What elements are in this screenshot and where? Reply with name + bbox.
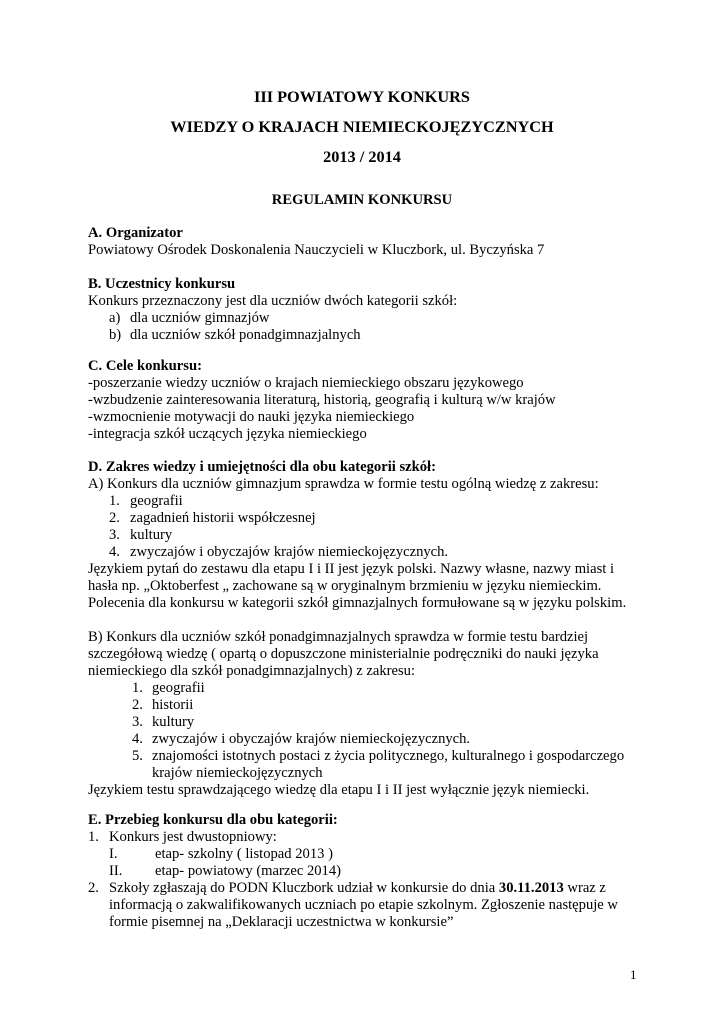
section-d <box>88 459 648 799</box>
list-text: kultury <box>130 527 173 543</box>
section-c-line: -integracja szkół uczących języka niemieckiego <box>88 426 367 442</box>
list-marker: a) <box>109 310 121 326</box>
list-marker: I. <box>109 846 118 862</box>
list-marker: 5. <box>132 748 143 764</box>
list-marker: 1. <box>88 829 99 845</box>
section-d-b-intro: szczegółową wiedzę ( opartą o dopuszczone ministerialnie podręczniki do nauki języka <box>88 646 599 662</box>
list-item <box>88 880 648 897</box>
list-item <box>88 714 648 731</box>
list-item <box>88 527 648 544</box>
subtitle: REGULAMIN KONKURSU <box>271 192 453 208</box>
section-c-line: -wzmocnienie motywacji do nauki języka niemieckiego <box>88 409 415 425</box>
list-text: geografii <box>152 680 205 696</box>
list-item <box>88 748 648 765</box>
list-text: zwyczajów i obyczajów krajów niemieckojęzycznych. <box>130 544 449 560</box>
list-text: formie pisemnej na „Deklaracji uczestnictwa w konkursie” <box>109 914 454 930</box>
list-text <box>109 880 606 897</box>
list-marker: 3. <box>109 527 120 543</box>
list-text: dla uczniów szkół ponadgimnazjalnych <box>130 327 361 343</box>
list-item <box>88 327 648 344</box>
section-c-heading: C. Cele konkursu: <box>88 358 202 374</box>
list-item-continuation <box>88 765 648 782</box>
list-text: zwyczajów i obyczajów krajów niemieckojęzycznych. <box>152 731 471 747</box>
list-text: znajomości istotnych postaci z życia politycznego, kulturalnego i gospodarczego <box>152 748 625 764</box>
list-item-continuation <box>88 914 648 931</box>
list-text: kultury <box>152 714 195 730</box>
section-a-text: Powiatowy Ośrodek Doskonalenia Nauczycieli w Kluczbork, ul. Byczyńska 7 <box>88 242 545 258</box>
list-item <box>88 731 648 748</box>
list-marker: 2. <box>109 510 120 526</box>
list-item <box>88 544 648 561</box>
list-text: etap- powiatowy (marzec 2014) <box>155 863 341 879</box>
title-line-1: III POWIATOWY KONKURS <box>254 87 470 106</box>
section-c-line: -wzbudzenie zainteresowania literaturą, historią, geografią i kulturą w/w krajów <box>88 392 556 408</box>
text-run: Szkoły zgłaszają do PODN Kluczbork udział w konkursie do dnia <box>109 880 499 896</box>
section-d-a-intro: A) Konkurs dla uczniów gimnazjum sprawdza w formie testu ogólną wiedzę z zakresu: <box>88 476 599 492</box>
text-run: wraz z <box>563 880 606 896</box>
section-d-b-note: Językiem testu sprawdzającego wiedzę dla etapu I i II jest wyłącznie język niemiecki. <box>88 782 590 798</box>
list-text: historii <box>152 697 194 713</box>
list-marker: II. <box>109 863 123 879</box>
list-item <box>88 697 648 714</box>
section-b-intro: Konkurs przeznaczony jest dla uczniów dwóch kategorii szkół: <box>88 293 458 309</box>
section-d-b-intro: B) Konkurs dla uczniów szkół ponadgimnazjalnych sprawdza w formie testu bardziej <box>88 629 589 645</box>
section-c <box>88 358 648 443</box>
list-text: dla uczniów gimnazjów <box>130 310 270 326</box>
list-text: krajów niemieckojęzycznych <box>152 765 323 781</box>
list-item <box>88 510 648 527</box>
page-number: 1 <box>630 967 637 982</box>
list-item <box>88 680 648 697</box>
deadline-date: 30.11.2013 <box>498 880 564 896</box>
list-text: informacją o zakwalifikowanych uczniach po etapie szkolnym. Zgłoszenie następuje w <box>109 897 618 913</box>
section-c-line: -poszerzanie wiedzy uczniów o krajach niemieckiego obszaru językowego <box>88 375 524 391</box>
sub-list-item <box>88 846 648 863</box>
list-marker: 1. <box>132 680 143 696</box>
section-d-a-note: hasła np. „Oktoberfest „ zachowane są w oryginalnym brzmieniu w języku niemieckim. <box>88 578 602 594</box>
list-text: Konkurs jest dwustopniowy: <box>109 829 277 845</box>
list-marker: 4. <box>132 731 143 747</box>
section-b-heading: B. Uczestnicy konkursu <box>88 276 236 292</box>
list-marker: 2. <box>132 697 143 713</box>
title-line-3: 2013 / 2014 <box>323 147 401 166</box>
section-b <box>88 276 648 344</box>
section-e-heading: E. Przebieg konkursu dla obu kategorii: <box>88 812 338 828</box>
section-d-a-note: Językiem pytań do zestawu dla etapu I i II jest język polski. Nazwy własne, nazwy miast i <box>88 561 615 577</box>
list-marker: 2. <box>88 880 99 896</box>
list-text: etap- szkolny ( listopad 2013 ) <box>155 846 333 862</box>
list-item <box>88 493 648 510</box>
list-text: geografii <box>130 493 183 509</box>
list-marker: 1. <box>109 493 120 509</box>
list-item <box>88 829 648 846</box>
list-item <box>88 310 648 327</box>
list-marker: b) <box>109 327 122 343</box>
list-item-continuation <box>88 897 648 914</box>
list-text: zagadnień historii współczesnej <box>130 510 316 526</box>
list-marker: 4. <box>109 544 120 560</box>
list-marker: 3. <box>132 714 143 730</box>
section-d-a-note: Polecenia dla konkursu w kategorii szkół gimnazjalnych formułowane są w języku polskim. <box>88 595 627 611</box>
section-e <box>88 812 648 931</box>
section-d-heading: D. Zakres wiedzy i umiejętności dla obu kategorii szkół: <box>88 459 436 475</box>
title-line-2: WIEDZY O KRAJACH NIEMIECKOJĘZYCZNYCH <box>170 117 554 136</box>
sub-list-item <box>88 863 648 880</box>
section-d-b-intro: niemieckiego dla szkół ponadgimnazjalnych) z zakresu: <box>88 663 416 679</box>
section-a-heading: A. Organizator <box>88 225 183 241</box>
section-a <box>88 225 648 259</box>
